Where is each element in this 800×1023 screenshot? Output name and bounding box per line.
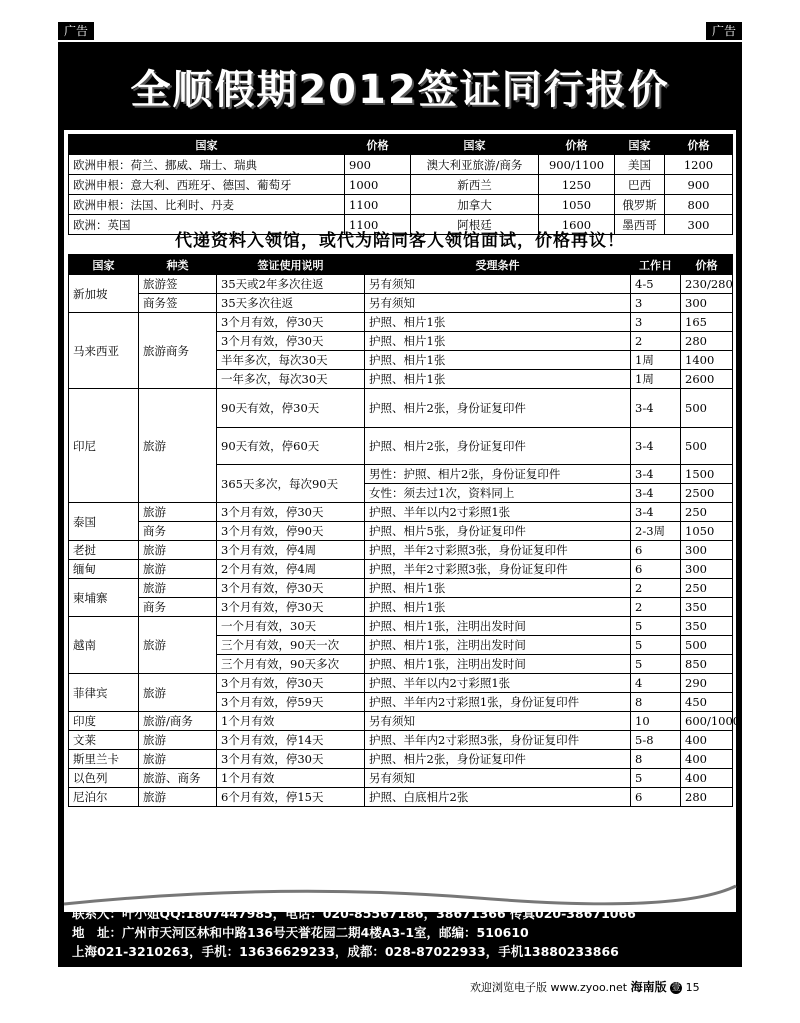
- price-cell: 1500: [681, 465, 733, 484]
- cond-cell: 护照、相片1张: [365, 370, 631, 389]
- type-cell: 旅游签: [139, 275, 217, 294]
- table-cell: 900/1100: [539, 155, 615, 175]
- cond-cell: 护照、相片1张: [365, 351, 631, 370]
- header-cell: 价格: [345, 135, 411, 155]
- table-header-row: [69, 255, 733, 275]
- table-cell: 300: [665, 215, 733, 235]
- price-cell: 500: [681, 389, 733, 428]
- price-cell: 165: [681, 313, 733, 332]
- days-cell: 3: [631, 294, 681, 313]
- price-cell: 400: [681, 731, 733, 750]
- price-cell: 600/1000: [681, 712, 733, 731]
- table-row: [69, 313, 733, 332]
- days-cell: 2: [631, 598, 681, 617]
- desc-cell: 3个月有效，停30天: [217, 579, 365, 598]
- header-cell: 国家: [411, 135, 539, 155]
- country-cell: 泰国: [69, 503, 139, 541]
- country-cell: 柬埔寨: [69, 579, 139, 617]
- cond-cell: 另有须知: [365, 712, 631, 731]
- contact-info: [72, 904, 737, 961]
- ad-label-right: 广告: [706, 22, 742, 40]
- price-cell: 300: [681, 294, 733, 313]
- table-cell: 欧洲申根：意大利、西班牙、德国、葡萄牙: [69, 175, 345, 195]
- cond-cell: 护照、半年以内2寸彩照1张: [365, 503, 631, 522]
- edition-label: 海南版: [630, 980, 667, 994]
- desc-cell: 35天或2年多次往返: [217, 275, 365, 294]
- price-cell: 500: [681, 428, 733, 465]
- table-row: [69, 598, 733, 617]
- header-cell: 种类: [139, 255, 217, 275]
- days-cell: 5: [631, 617, 681, 636]
- cond-cell: 护照、相片2张，身份证复印件: [365, 750, 631, 769]
- table-cell: 800: [665, 195, 733, 215]
- desc-cell: 3个月有效，停30天: [217, 750, 365, 769]
- price-cell: 2600: [681, 370, 733, 389]
- footer-text: 欢迎浏览电子版 www.zyoo.net: [470, 981, 628, 994]
- table-cell: 加拿大: [411, 195, 539, 215]
- table-cell: 墨西哥: [615, 215, 665, 235]
- country-cell: 老挝: [69, 541, 139, 560]
- cond-cell: 女性：须去过1次，资料同上: [365, 484, 631, 503]
- desc-cell: 35天多次往返: [217, 294, 365, 313]
- desc-cell: 2个月有效，停4周: [217, 560, 365, 579]
- table-cell: 900: [665, 175, 733, 195]
- table-cell: 巴西: [615, 175, 665, 195]
- desc-cell: 90天有效，停30天: [217, 389, 365, 428]
- desc-cell: 一年多次，每次30天: [217, 370, 365, 389]
- price-cell: 400: [681, 769, 733, 788]
- table-cell: 1250: [539, 175, 615, 195]
- country-cell: 文莱: [69, 731, 139, 750]
- header-cell: 价格: [681, 255, 733, 275]
- address-line: 地 址：广州市天河区林和中路136号天誉花园二期4楼A3-1室，邮编：510610: [72, 925, 529, 940]
- cond-cell: 护照、相片2张，身份证复印件: [365, 428, 631, 465]
- table-row: [69, 712, 733, 731]
- table-row: [69, 195, 733, 215]
- table-header-row: [69, 135, 733, 155]
- desc-cell: 3个月有效，停30天: [217, 313, 365, 332]
- price-cell: 500: [681, 636, 733, 655]
- desc-cell: 3个月有效，停30天: [217, 503, 365, 522]
- page-title: 全顺假期2012签证同行报价: [130, 67, 670, 113]
- header-cell: 工作日: [631, 255, 681, 275]
- price-cell: 230/280: [681, 275, 733, 294]
- cond-cell: 护照、相片1张: [365, 579, 631, 598]
- header-cell: 国家: [69, 255, 139, 275]
- slogan-banner: 代递资料入领馆，或代为陪同客人领馆面试，价格再议！: [175, 231, 625, 251]
- table-cell: 欧洲：英国: [69, 215, 345, 235]
- type-cell: 旅游: [139, 731, 217, 750]
- table-row: [69, 275, 733, 294]
- type-cell: 旅游: [139, 503, 217, 522]
- table-row: [69, 750, 733, 769]
- cond-cell: 护照、半年以内2寸彩照1张: [365, 674, 631, 693]
- days-cell: 3-4: [631, 503, 681, 522]
- desc-cell: 3个月有效，停30天: [217, 332, 365, 351]
- price-cell: 1050: [681, 522, 733, 541]
- price-cell: 290: [681, 674, 733, 693]
- type-cell: 旅游/商务: [139, 712, 217, 731]
- cond-cell: 护照，半年2寸彩照3张，身份证复印件: [365, 560, 631, 579]
- price-cell: 850: [681, 655, 733, 674]
- days-cell: 6: [631, 541, 681, 560]
- ad-label-left: 广告: [58, 22, 94, 40]
- days-cell: 3-4: [631, 428, 681, 465]
- price-cell: 250: [681, 503, 733, 522]
- table-cell: 新西兰: [411, 175, 539, 195]
- visa-price-table: [68, 254, 741, 807]
- contact-line: 联系人：叶小姐QQ:1807447985，电话：020-85567186，38671366 传真020-38671066: [72, 906, 636, 921]
- cond-cell: 护照、相片1张，注明出发时间: [365, 636, 631, 655]
- desc-cell: 3个月有效，停90天: [217, 522, 365, 541]
- cond-cell: 男性：护照、相片2张，身份证复印件: [365, 465, 631, 484]
- table-row: [69, 503, 733, 522]
- type-cell: 旅游商务: [139, 313, 217, 389]
- table-row: [69, 541, 733, 560]
- days-cell: 5: [631, 636, 681, 655]
- country-cell: 印度: [69, 712, 139, 731]
- country-cell: 菲律宾: [69, 674, 139, 712]
- table-cell: 阿根廷: [411, 215, 539, 235]
- table-cell: 欧洲申根：荷兰、挪威、瑞士、瑞典: [69, 155, 345, 175]
- page-footer: [470, 978, 700, 995]
- cond-cell: 护照，半年2寸彩照3张，身份证复印件: [365, 541, 631, 560]
- table-cell: 900: [345, 155, 411, 175]
- days-cell: 4-5: [631, 275, 681, 294]
- type-cell: 旅游: [139, 389, 217, 503]
- desc-cell: 1个月有效: [217, 712, 365, 731]
- type-cell: 商务: [139, 522, 217, 541]
- price-cell: 1400: [681, 351, 733, 370]
- header-cell: 价格: [665, 135, 733, 155]
- table-row: [69, 674, 733, 693]
- table-row: [69, 175, 733, 195]
- cond-cell: 另有须知: [365, 294, 631, 313]
- country-cell: 斯里兰卡: [69, 750, 139, 769]
- price-cell: 280: [681, 788, 733, 807]
- price-cell: 450: [681, 693, 733, 712]
- header-cell: 国家: [69, 135, 345, 155]
- type-cell: 旅游: [139, 788, 217, 807]
- table-row: [69, 579, 733, 598]
- desc-cell: 三个月有效，90天多次: [217, 655, 365, 674]
- cond-cell: 护照、相片1张: [365, 332, 631, 351]
- table-cell: 1100: [345, 215, 411, 235]
- price-cell: 300: [681, 541, 733, 560]
- desc-cell: 3个月有效，停14天: [217, 731, 365, 750]
- header-cell: 国家: [615, 135, 665, 155]
- country-cell: 尼泊尔: [69, 788, 139, 807]
- type-cell: 旅游、商务: [139, 769, 217, 788]
- days-cell: 5: [631, 769, 681, 788]
- days-cell: 4: [631, 674, 681, 693]
- table-row: [69, 560, 733, 579]
- desc-cell: 365天多次，每次90天: [217, 465, 365, 503]
- country-cell: 越南: [69, 617, 139, 674]
- days-cell: 6: [631, 788, 681, 807]
- days-cell: 2: [631, 332, 681, 351]
- table-cell: 1000: [345, 175, 411, 195]
- type-cell: 旅游: [139, 674, 217, 712]
- price-cell: 2500: [681, 484, 733, 503]
- type-cell: 旅游: [139, 750, 217, 769]
- table-cell: 1100: [345, 195, 411, 215]
- type-cell: 旅游: [139, 617, 217, 674]
- table-row: [69, 155, 733, 175]
- table-row: [69, 788, 733, 807]
- header-cell: 签证使用说明: [217, 255, 365, 275]
- desc-cell: 3个月有效，停30天: [217, 674, 365, 693]
- country-cell: 新加坡: [69, 275, 139, 313]
- top-price-table: [68, 134, 733, 235]
- desc-cell: 90天有效，停60天: [217, 428, 365, 465]
- cond-cell: 护照、相片1张: [365, 598, 631, 617]
- days-cell: 6: [631, 560, 681, 579]
- days-cell: 1周: [631, 351, 681, 370]
- table-cell: 1200: [665, 155, 733, 175]
- table-cell: 1600: [539, 215, 615, 235]
- days-cell: 3: [631, 313, 681, 332]
- table-row: [69, 294, 733, 313]
- days-cell: 10: [631, 712, 681, 731]
- cond-cell: 护照、相片5张，身份证复印件: [365, 522, 631, 541]
- price-cell: 350: [681, 617, 733, 636]
- country-cell: 马来西亚: [69, 313, 139, 389]
- price-cell: 300: [681, 560, 733, 579]
- cond-cell: 护照、半年内2寸彩照1张，身份证复印件: [365, 693, 631, 712]
- price-area: [64, 130, 741, 912]
- type-cell: 旅游: [139, 541, 217, 560]
- desc-cell: 3个月有效，停4周: [217, 541, 365, 560]
- days-cell: 3-4: [631, 389, 681, 428]
- days-cell: 1周: [631, 370, 681, 389]
- type-cell: 旅游: [139, 579, 217, 598]
- cond-cell: 护照、相片1张，注明出发时间: [365, 655, 631, 674]
- table-cell: 欧洲申根：法国、比利时、丹麦: [69, 195, 345, 215]
- days-cell: 3-4: [631, 465, 681, 484]
- header-cell: 受理条件: [365, 255, 631, 275]
- price-cell: 280: [681, 332, 733, 351]
- desc-cell: 3个月有效，停59天: [217, 693, 365, 712]
- type-cell: 商务签: [139, 294, 217, 313]
- table-row: [69, 617, 733, 636]
- days-cell: 2-3周: [631, 522, 681, 541]
- table-row: [69, 389, 733, 428]
- header-cell: 价格: [539, 135, 615, 155]
- ad-panel: [58, 42, 742, 967]
- country-cell: 印尼: [69, 389, 139, 503]
- edition-circle-icon: 壹: [671, 983, 681, 993]
- price-cell: 350: [681, 598, 733, 617]
- type-cell: 商务: [139, 598, 217, 617]
- table-cell: 俄罗斯: [615, 195, 665, 215]
- days-cell: 8: [631, 750, 681, 769]
- cond-cell: 护照、半年内2寸彩照3张，身份证复印件: [365, 731, 631, 750]
- price-cell: 400: [681, 750, 733, 769]
- country-cell: 以色列: [69, 769, 139, 788]
- price-cell: 250: [681, 579, 733, 598]
- desc-cell: 一个月有效，30天: [217, 617, 365, 636]
- days-cell: 3-4: [631, 484, 681, 503]
- page-number: 15: [685, 981, 700, 994]
- branch-line: 上海021-3210263，手机：13636629233，成都：028-87022933，手机13880233866: [72, 944, 619, 959]
- desc-cell: 三个月有效，90天一次: [217, 636, 365, 655]
- days-cell: 8: [631, 693, 681, 712]
- table-cell: 美国: [615, 155, 665, 175]
- desc-cell: 6个月有效，停15天: [217, 788, 365, 807]
- cond-cell: 另有须知: [365, 769, 631, 788]
- table-cell: 澳大利亚旅游/商务: [411, 155, 539, 175]
- cond-cell: 护照、相片1张: [365, 313, 631, 332]
- cond-cell: 护照、相片2张，身份证复印件: [365, 389, 631, 428]
- type-cell: 旅游: [139, 560, 217, 579]
- cond-cell: 另有须知: [365, 275, 631, 294]
- days-cell: 2: [631, 579, 681, 598]
- days-cell: 5: [631, 655, 681, 674]
- desc-cell: 3个月有效，停30天: [217, 598, 365, 617]
- days-cell: 5-8: [631, 731, 681, 750]
- cond-cell: 护照、白底相片2张: [365, 788, 631, 807]
- table-cell: 1050: [539, 195, 615, 215]
- cond-cell: 护照、相片1张，注明出发时间: [365, 617, 631, 636]
- desc-cell: 1个月有效: [217, 769, 365, 788]
- desc-cell: 半年多次，每次30天: [217, 351, 365, 370]
- table-row: [69, 731, 733, 750]
- table-row: [69, 769, 733, 788]
- table-row: [69, 522, 733, 541]
- country-cell: 缅甸: [69, 560, 139, 579]
